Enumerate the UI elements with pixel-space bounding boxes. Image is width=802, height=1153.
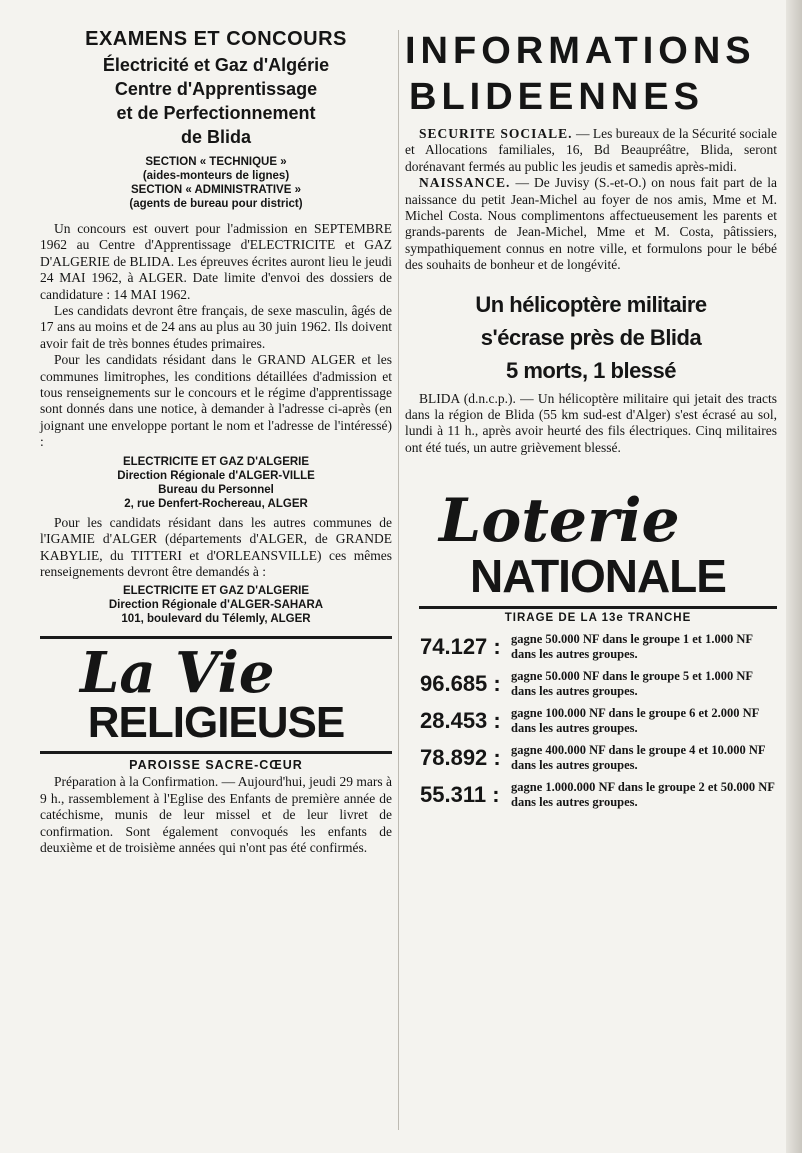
lottery-prize-text: gagne 50.000 NF dans le groupe 5 et 1.000 NF dans les autres groupes. (511, 669, 753, 698)
helicopter-headline-2: s'écrase près de Blida (480, 324, 702, 350)
informations-title-line-1: INFORMATIONS (405, 30, 756, 72)
lottery-results-table (419, 628, 777, 813)
lottery-number: 74.127 : (420, 633, 501, 659)
lottery-number: 96.685 : (420, 670, 501, 696)
religion-title-script: La Vie (80, 640, 275, 707)
exams-header: EXAMENS ET CONCOURS (85, 28, 347, 50)
helicopter-text: — Un hélicoptère militaire qui jetait des tracts dans la région de Blida (55 km sud-est d'Alger) s'est écrasé au sol, lundi à 11 h., après avoir heurté des fils électriques. Cinq militaires ont été tués, un autre grièvement blessé. (405, 390, 778, 455)
section-rule (40, 636, 392, 639)
loterie-article (405, 486, 777, 813)
section-line-2: (aides-monteurs de lignes) (142, 170, 290, 182)
religion-title-block: RELIGIEUSE (87, 698, 345, 748)
address1-line-1: ELECTRICITE ET GAZ D'ALGERIE (122, 455, 310, 468)
secu-heading: SECURITE SOCIALE. (419, 126, 573, 141)
exams-paragraph-2: Les candidats devront être français, de sexe masculin, âgés de 17 ans au moins et de 24 ans au plus au 30 juin 1962. Ils doivent avoir fait de très bonnes études primaires. (40, 303, 392, 351)
helicopter-body (405, 391, 777, 457)
lottery-prize-text: gagne 50.000 NF dans le groupe 1 et 1.000 NF dans les autres groupes. (511, 632, 753, 661)
helicopter-article (405, 288, 777, 457)
lottery-number: 78.892 : (420, 744, 501, 770)
address-block-1 (40, 455, 392, 511)
address1-line-2: Direction Régionale d'ALGER-VILLE (117, 469, 315, 482)
exams-org-line-1: Électricité et Gaz d'Algérie (102, 55, 330, 75)
lottery-prize-text: gagne 1.000.000 NF dans le groupe 2 et 50.000 NF dans les autres groupes. (511, 780, 775, 809)
helicopter-dateline: BLIDA (d.n.c.p.). (419, 390, 516, 406)
lottery-number: 55.311 : (420, 781, 500, 807)
exams-paragraph-3: Pour les candidats résidant dans le GRAND ALGER et les communes limitrophes, les conditions détaillées d'admission et tous renseignements sur le concours et le régime d'apprentissage sont donnés dans une notice, à demander à l'adresse ci-après (en joignant une enveloppe portant le nom et l'adresse de l'intéressé) : (40, 352, 392, 450)
naissance-text: — De Juvisy (S.-et-O.) on nous fait part de la naissance du petit Jean-Michel au foyer de nos amis, Mme et M. Michel Costa. Nous complimentons affectueusement les parents et grands-parents de Jean-Michel, Mme et M. Costa, pâtissiers, sympathiquement connus en notre ville, et formulons pour le bébé des souhaits de bonheur et de longévité. (405, 175, 778, 273)
exams-paragraph-1: Un concours est ouvert pour l'admission en SEPTEMBRE 1962 au Centre d'Apprentissage d'ELECTRICITE et GAZ D'ALGERIE de BLIDA. Les épreuves écrites auront lieu le jeudi 24 MAI 1962, à ALGER. Date limite d'envoi des dossiers de candidature : 14 MAI 1962. (40, 221, 392, 302)
address-block-2 (40, 584, 392, 626)
exams-body (40, 221, 392, 451)
page-edge-shadow (786, 0, 802, 1153)
naissance-heading: NAISSANCE. (419, 175, 511, 191)
lottery-row (419, 665, 777, 702)
secu-article (405, 126, 777, 274)
loterie-title-block: NATIONALE (470, 550, 726, 603)
religion-text: Préparation à la Confirmation. — Aujourd'hui, jeudi 29 mars à 9 h., rassemblement à l'Eglise des Enfants de première année de catéchisme, munis de leur missel et de leur livret de confirmation. Sont également convoqués les enfants de deuxième et de troisième années qui n'ont pas été confirmés. (40, 774, 392, 855)
helicopter-headline-3: 5 morts, 1 blessé (505, 357, 677, 383)
lottery-row (419, 739, 777, 776)
tirage-heading: TIRAGE DE LA 13e TRANCHE (419, 606, 777, 624)
religion-body (40, 774, 392, 856)
address2-line-3: 101, boulevard du Télemly, ALGER (121, 613, 311, 626)
exams-article (40, 28, 392, 626)
lottery-results-body (419, 628, 777, 813)
loterie-title-script: Loterie (439, 486, 680, 557)
column-divider (398, 30, 399, 1130)
secu-text: — Les bureaux de la Sécurité sociale et Allocations familiales, 16, Bd Beaupréâtre, Blida, seront dorénavant fermés au public les jeudis et samedis après-midi. (405, 126, 778, 174)
parish-name: PAROISSE SACRE-CŒUR (129, 758, 303, 773)
section-line-1: SECTION « TECHNIQUE » (145, 156, 287, 168)
section-line-3: SECTION « ADMINISTRATIVE » (131, 184, 301, 196)
exams-org-line-4: de Blida (180, 127, 251, 147)
address1-line-4: 2, rue Denfert-Rochereau, ALGER (124, 497, 308, 510)
lottery-row (419, 776, 777, 813)
lottery-prize-text: gagne 400.000 NF dans le groupe 4 et 10.000 NF dans les autres groupes. (511, 743, 766, 772)
exams-paragraph-4: Pour les candidats résidant dans les autres communes de l'IGAMIE d'ALGER (départements d'ALGER, de GRANDE KABYLIE, du TITTERI et d'ORLEANSVILLE) ces mêmes renseignements devront être demandés à : (40, 514, 392, 579)
address2-line-1: ELECTRICITE ET GAZ D'ALGERIE (122, 585, 310, 598)
lottery-row (419, 702, 777, 739)
exams-paragraph-4-wrap (40, 515, 392, 581)
exams-org-line-2: Centre d'Apprentissage (114, 79, 318, 99)
address1-line-3: Bureau du Personnel (158, 483, 274, 496)
exams-org-line-3: et de Perfectionnement (116, 103, 316, 123)
religion-rule (40, 751, 392, 754)
section-line-4: (agents de bureau pour district) (129, 198, 303, 210)
helicopter-headline-1: Un hélicoptère militaire (475, 291, 707, 317)
informations-title-line-2: BLIDEENNES (409, 76, 704, 118)
left-column (40, 28, 392, 856)
lottery-number: 28.453 : (420, 707, 501, 733)
lottery-row (419, 628, 777, 665)
address2-line-2: Direction Régionale d'ALGER-SAHARA (108, 599, 324, 612)
right-column (405, 28, 777, 813)
lottery-prize-text: gagne 100.000 NF dans le groupe 6 et 2.000 NF dans les autres groupes. (511, 706, 759, 735)
religion-article (40, 640, 392, 856)
